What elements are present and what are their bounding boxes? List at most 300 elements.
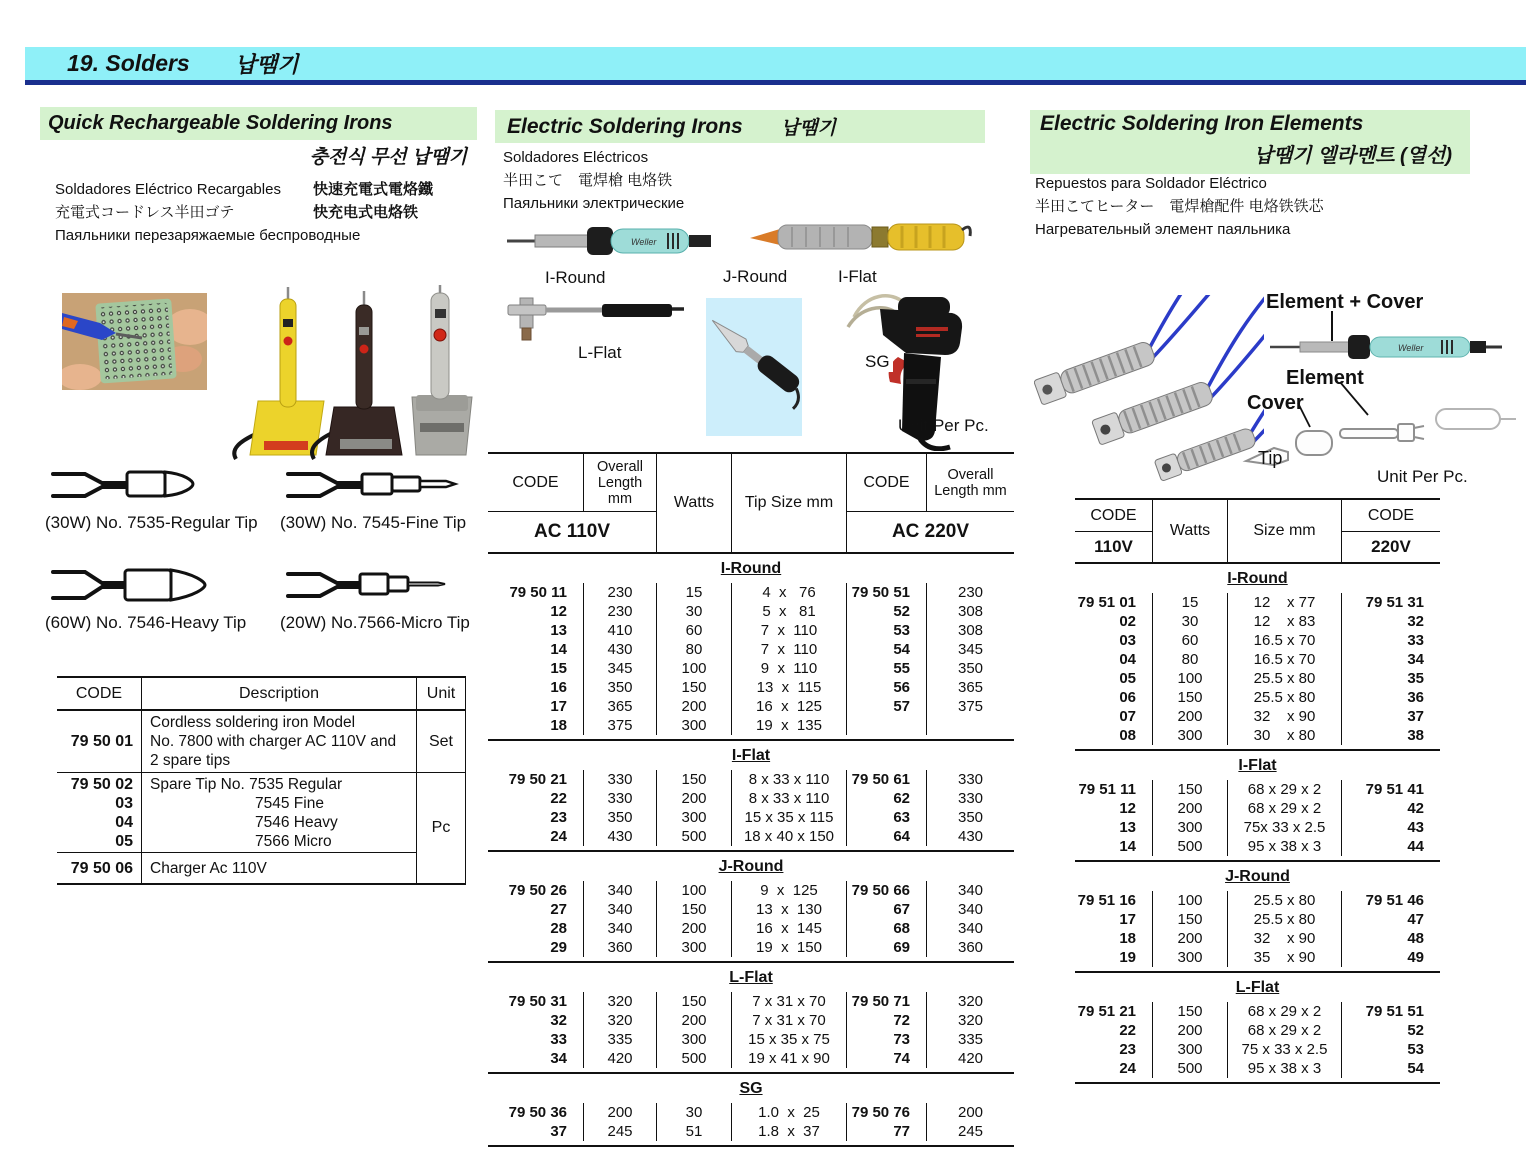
lang-ja-zh: 半田こて 電焊槍 电烙铁 — [503, 172, 673, 189]
table-cell: 375 — [957, 698, 984, 715]
table-cell: 79 51 16 — [1077, 892, 1136, 909]
table-cell: 100 — [681, 660, 707, 677]
rechargeable-code-table — [57, 676, 466, 885]
table-cell: 150 — [681, 901, 707, 918]
electric-languages — [503, 146, 684, 215]
section-title: I-Flat — [1238, 757, 1277, 774]
table-cell: 420 — [957, 1050, 984, 1067]
table-cell: 30 — [1181, 613, 1199, 630]
header-code-220: CODE — [1342, 500, 1440, 532]
section-rows — [488, 580, 1014, 741]
table-cell: 430 — [957, 828, 984, 845]
table-cell: 79 51 21 — [1077, 1003, 1136, 1020]
table-cell: 1.0 x 25 — [758, 1104, 820, 1121]
table-cell: 44 — [1407, 838, 1424, 855]
l-flat-iron-image — [506, 296, 686, 344]
electric-irons-table-sections — [488, 554, 1014, 1147]
code-line: 05 — [115, 833, 133, 850]
table-cell: 79 51 41 — [1365, 781, 1424, 798]
table-cell: 68 — [893, 920, 910, 937]
table-cell: 19 x 135 — [756, 717, 822, 734]
table-cell: 22 — [550, 790, 567, 807]
section-rows — [1075, 590, 1440, 751]
table-cell: 12 x 77 — [1253, 594, 1316, 611]
table-cell: 340 — [607, 920, 633, 937]
section-title-text: Electric Soldering Iron Elements — [1040, 112, 1364, 135]
table-cell: 12 — [1119, 800, 1136, 817]
table-cell-description — [142, 773, 417, 853]
table-cell: 13 x 115 — [756, 679, 822, 696]
table-cell: 02 — [1119, 613, 1136, 630]
j-round-iron-image — [748, 218, 974, 258]
table-cell: 16 x 145 — [756, 920, 822, 937]
table-cell: 230 — [607, 603, 633, 620]
table-cell: 13 — [1119, 819, 1136, 836]
page-title-korean: 납땜기 — [234, 52, 299, 77]
header-size: Size mm — [1228, 500, 1342, 562]
table-cell: 32 — [1407, 613, 1424, 630]
tip-figure-fine — [280, 462, 481, 562]
lang-zh-t: 快速充電式電烙鐵 — [313, 181, 434, 198]
page-title: 19. Solders — [67, 50, 190, 76]
table-cell: 25.5 x 80 — [1253, 670, 1316, 687]
table-cell: 16 — [550, 679, 567, 696]
section-rows — [488, 767, 1014, 852]
table-cell: 340 — [607, 882, 633, 899]
lang-es: Repuestos para Soldador Eléctrico — [1035, 175, 1267, 192]
table-cell: 335 — [957, 1031, 984, 1048]
section-subtitle-kr-rechargeable: 충전식 무선 납땜기 — [309, 147, 467, 168]
table-cell: 63 — [893, 809, 910, 826]
table-cell: 79 50 11 — [509, 584, 567, 601]
table-cell: 8 x 33 x 110 — [748, 790, 830, 807]
lang-ja: 充電式コードレス半田ゴテ — [55, 204, 235, 221]
table-cell: 320 — [957, 993, 984, 1010]
table-cell: 18 x 40 x 150 — [743, 828, 835, 845]
section-title: I-Round — [1227, 570, 1288, 587]
table-cell: 500 — [681, 828, 707, 845]
table-cell: 79 50 26 — [508, 882, 567, 899]
unit-per-pc-label: Unit Per Pc. — [898, 416, 989, 435]
table-cell: 17 — [1119, 911, 1136, 928]
tip-label: (30W) No. 7545-Fine Tip — [280, 513, 467, 532]
table-cell: 33 — [1407, 632, 1424, 649]
table-cell-description: Charger Ac 110V — [142, 853, 417, 883]
table-cell: 79 50 76 — [851, 1104, 910, 1121]
table-cell: 15 — [685, 584, 703, 601]
table-cell: 7 x 31 x 70 — [752, 1012, 826, 1029]
table-cell: 24 — [1119, 1060, 1136, 1077]
header-110v: 110V — [1075, 532, 1153, 562]
section-title-text: Electric Soldering Irons — [507, 114, 743, 138]
table-cell: 16.5 x 70 — [1253, 651, 1316, 668]
table-cell: 300 — [1177, 819, 1203, 836]
table-cell: 320 — [607, 993, 633, 1010]
header-220v: 220V — [1371, 537, 1411, 556]
table-cell: 17 — [550, 698, 567, 715]
table-cell: 79 51 46 — [1365, 892, 1424, 909]
table-cell: 79 50 71 — [851, 993, 910, 1010]
brand-text: Weller — [1398, 343, 1424, 353]
table-cell: 95 x 38 x 3 — [1247, 838, 1322, 855]
table-cell: 420 — [607, 1050, 633, 1067]
table-cell: 79 51 11 — [1078, 781, 1136, 798]
table-cell: 200 — [1177, 930, 1203, 947]
desc-line: 7566 Micro — [255, 833, 332, 850]
header-watts: Watts — [657, 454, 732, 552]
table-cell: 57 — [893, 698, 910, 715]
regular-tip-icon — [45, 462, 245, 508]
i-flat-label: I-Flat — [838, 267, 877, 286]
table-cell: 23 — [1119, 1041, 1136, 1058]
table-cell: 350 — [607, 679, 633, 696]
table-cell: 95 x 38 x 3 — [1247, 1060, 1322, 1077]
table-cell: 79 50 36 — [508, 1104, 567, 1121]
table-cell: 13 x 130 — [756, 901, 822, 918]
table-cell: 47 — [1407, 911, 1424, 928]
table-cell: 04 — [1119, 651, 1136, 668]
elements-table — [1075, 498, 1440, 1084]
table-cell: 53 — [893, 622, 910, 639]
table-cell: 200 — [681, 698, 707, 715]
table-cell: 360 — [957, 939, 984, 956]
table-cell: 75x 33 x 2.5 — [1243, 819, 1326, 836]
section-title: L-Flat — [1235, 979, 1280, 996]
unit-per-pc-label: Unit Per Pc. — [1377, 467, 1468, 486]
table-cell: 08 — [1119, 727, 1136, 744]
element-cover-label: Element + Cover — [1266, 291, 1424, 313]
section-rows — [1075, 777, 1440, 862]
section-rows — [488, 878, 1014, 963]
table-cell: 15 — [550, 660, 567, 677]
table-cell: 200 — [1177, 1022, 1203, 1039]
header-tip-size: Tip Size mm — [732, 454, 847, 552]
table-cell: 03 — [1119, 632, 1136, 649]
table-cell-description — [142, 711, 417, 773]
table-cell: 350 — [957, 660, 984, 677]
table-cell: 28 — [550, 920, 567, 937]
table-cell: 430 — [607, 641, 633, 658]
table-cell: 05 — [1119, 670, 1136, 687]
section-rows — [1075, 888, 1440, 973]
table-cell: 300 — [1177, 949, 1203, 966]
table-cell: 79 50 31 — [508, 993, 567, 1010]
table-cell: 1.8 x 37 — [758, 1123, 820, 1140]
table-cell: 16 x 125 — [756, 698, 822, 715]
table-cell: 74 — [893, 1050, 910, 1067]
table-cell: 79 50 21 — [508, 771, 567, 788]
section-title-elements — [1030, 110, 1470, 174]
table-cell: 7 x 110 — [760, 641, 818, 658]
table-cell: 34 — [550, 1050, 567, 1067]
table-cell: 200 — [681, 1012, 707, 1029]
table-cell: 300 — [681, 717, 707, 734]
table-cell: 79 50 66 — [851, 882, 910, 899]
table-cell: 73 — [893, 1031, 910, 1048]
brand-text: Weller — [631, 237, 657, 247]
table-cell: 150 — [1177, 689, 1203, 706]
table-cell: 500 — [1177, 838, 1203, 855]
table-cell: 30 — [685, 603, 703, 620]
lang-ru: Нагревательный элемент паяльника — [1035, 221, 1291, 238]
table-cell: 52 — [1407, 1022, 1424, 1039]
table-cell-code — [57, 773, 142, 853]
table-cell: 14 — [1119, 838, 1136, 855]
section-title: I-Flat — [731, 747, 771, 764]
table-cell: 79 51 31 — [1365, 594, 1424, 611]
tip-label: (30W) No. 7535-Regular Tip — [45, 513, 258, 532]
desc-line: 7546 Heavy — [255, 814, 338, 831]
table-cell: 32 x 90 — [1253, 708, 1316, 725]
table-cell — [847, 716, 926, 735]
angled-iron-image — [706, 298, 802, 436]
table-header — [1075, 498, 1440, 564]
table-cell: 48 — [1407, 930, 1424, 947]
table-cell: 43 — [1407, 819, 1424, 836]
header-watts: Watts — [1153, 500, 1228, 562]
element-label: Element — [1286, 367, 1364, 389]
table-cell: 80 — [1181, 651, 1199, 668]
table-cell: 56 — [893, 679, 910, 696]
table-cell: 37 — [1407, 708, 1424, 725]
table-cell: 34 — [1407, 651, 1424, 668]
table-cell: 330 — [957, 771, 984, 788]
section-rows — [488, 989, 1014, 1074]
table-cell: 345 — [607, 660, 633, 677]
table-cell: 150 — [1177, 911, 1203, 928]
table-cell: 79 51 01 — [1077, 594, 1136, 611]
heavy-tip-icon — [45, 562, 245, 608]
table-cell: 68 x 29 x 2 — [1247, 800, 1322, 817]
table-cell: 7 x 31 x 70 — [752, 993, 826, 1010]
lang-es: Soldadores Eléctrico Recargables — [55, 181, 281, 198]
table-cell: 32 x 90 — [1253, 930, 1316, 947]
table-cell-code: 79 50 01 — [57, 711, 142, 773]
table-cell: 150 — [681, 993, 707, 1010]
elements-languages — [1035, 172, 1324, 241]
table-cell: 230 — [957, 584, 984, 601]
j-round-label: J-Round — [723, 267, 788, 286]
table-cell: 37 — [550, 1123, 567, 1140]
table-cell: 32 — [550, 1012, 567, 1029]
table-cell: 200 — [1177, 708, 1203, 725]
table-cell: 350 — [607, 809, 633, 826]
l-flat-label: L-Flat — [578, 343, 622, 362]
table-cell: 375 — [607, 717, 633, 734]
table-cell: 365 — [957, 679, 984, 696]
cover-label: Cover — [1247, 392, 1304, 414]
electric-irons-table — [488, 452, 1014, 1147]
table-cell: 100 — [1177, 670, 1203, 687]
table-cell: 245 — [607, 1123, 633, 1140]
table-cell: 200 — [1177, 800, 1203, 817]
table-cell: 300 — [681, 809, 707, 826]
header-overall-length-110: Overall Length mm — [584, 454, 657, 512]
code-line: 03 — [115, 795, 133, 812]
table-cell: 340 — [957, 882, 984, 899]
code-line: 79 50 02 — [70, 776, 133, 793]
table-cell: 53 — [1407, 1041, 1424, 1058]
table-cell: 9 x 110 — [760, 660, 818, 677]
section-title: SG — [739, 1080, 763, 1097]
table-cell: 30 x 80 — [1253, 727, 1316, 744]
header-code-110: CODE — [1075, 500, 1153, 532]
header-ac220: AC 220V — [891, 521, 970, 542]
table-cell: 14 — [550, 641, 567, 658]
section-rows — [1075, 999, 1440, 1084]
lang-ja-zh: 半田こてヒーター 電焊槍配件 电烙铁铁芯 — [1035, 198, 1324, 215]
column-header-code: CODE — [57, 678, 142, 711]
table-cell: 42 — [1407, 800, 1424, 817]
table-cell: 12 x 83 — [1253, 613, 1316, 630]
table-cell: 300 — [681, 1031, 707, 1048]
table-cell — [927, 716, 1014, 735]
table-cell: 230 — [607, 584, 633, 601]
micro-tip-icon — [280, 562, 480, 608]
table-cell: 38 — [1407, 727, 1424, 744]
table-cell: 150 — [681, 679, 707, 696]
i-round-label: I-Round — [545, 268, 606, 287]
page-header-bar — [25, 47, 1526, 85]
table-cell: 69 — [893, 939, 910, 956]
table-cell: 430 — [607, 828, 633, 845]
section-title: J-Round — [718, 858, 784, 875]
table-cell: 150 — [1177, 1003, 1203, 1020]
table-cell: 330 — [607, 790, 633, 807]
column-header-description: Description — [142, 678, 417, 711]
column-header-unit: Unit — [417, 678, 465, 711]
table-cell: 8 x 33 x 110 — [748, 771, 830, 788]
table-cell: 64 — [893, 828, 910, 845]
table-cell: 350 — [957, 809, 984, 826]
table-cell: 60 — [685, 622, 703, 639]
i-round-iron-image — [505, 220, 715, 262]
elements-table-sections — [1075, 564, 1440, 1084]
table-cell: 335 — [607, 1031, 633, 1048]
table-cell: 360 — [607, 939, 633, 956]
table-cell: 200 — [681, 790, 707, 807]
table-cell: 5 x 81 — [762, 603, 816, 620]
table-cell: 13 — [550, 622, 567, 639]
table-cell: 15 x 35 x 115 — [744, 809, 834, 826]
desc-line: 2 spare tips — [150, 752, 231, 769]
table-cell: 62 — [893, 790, 910, 807]
table-cell: 07 — [1119, 708, 1136, 725]
table-cell: 308 — [957, 603, 984, 620]
table-cell: 330 — [957, 790, 984, 807]
table-cell: 67 — [893, 901, 910, 918]
section-title-rechargeable: Quick Rechargeable Soldering Irons — [40, 107, 477, 140]
table-cell: 19 x 150 — [756, 939, 822, 956]
table-cell: 500 — [1177, 1060, 1203, 1077]
table-cell-code: 79 50 06 — [57, 853, 142, 883]
table-cell: 27 — [550, 901, 567, 918]
table-cell: 79 51 51 — [1365, 1003, 1424, 1020]
table-cell: 25.5 x 80 — [1253, 689, 1316, 706]
table-cell: 22 — [1119, 1022, 1136, 1039]
lang-es: Soldadores Eléctricos — [503, 149, 649, 166]
desc-line: Cordless soldering iron Model — [150, 714, 356, 731]
table-cell: 16.5 x 70 — [1253, 632, 1316, 649]
section-title: I-Round — [720, 560, 782, 577]
section-title: J-Round — [1225, 868, 1290, 885]
tip-figure-micro — [280, 562, 481, 662]
table-header — [488, 452, 1014, 554]
table-cell: 300 — [681, 939, 707, 956]
table-cell: 75 x 33 x 2.5 — [1241, 1041, 1328, 1058]
table-cell: 60 — [1181, 632, 1199, 649]
header-overall-length-220: Overall Length mm — [934, 467, 1007, 499]
table-cell: 06 — [1119, 689, 1136, 706]
lang-line — [55, 201, 475, 224]
table-cell: 18 — [550, 717, 567, 734]
table-cell: 52 — [893, 603, 910, 620]
table-cell: 25.5 x 80 — [1253, 892, 1316, 909]
section-title-kr: 납땜기 — [780, 118, 836, 139]
table-cell: 77 — [893, 1123, 910, 1140]
table-cell-unit: Pc — [431, 819, 451, 836]
rechargeable-languages — [55, 178, 475, 247]
table-cell: 200 — [681, 920, 707, 937]
lang-zh-s: 快充电式电烙铁 — [313, 204, 419, 221]
table-cell: 320 — [957, 1012, 984, 1029]
table-cell: 340 — [607, 901, 633, 918]
section-title-electric-irons — [495, 110, 985, 143]
table-cell: 100 — [681, 882, 707, 899]
tip-label: (60W) No. 7546-Heavy Tip — [45, 613, 247, 632]
table-cell: 4 x 76 — [762, 584, 816, 601]
section-title-kr: 납땜기 엘라멘트 (열선) — [1253, 145, 1452, 167]
table-cell: 29 — [550, 939, 567, 956]
table-cell: 49 — [1407, 949, 1424, 966]
spare-tips-figures — [45, 462, 481, 662]
table-cell: 200 — [607, 1104, 633, 1121]
desc-line: 7545 Fine — [255, 795, 324, 812]
table-cell: 35 x 90 — [1253, 949, 1316, 966]
table-cell: 100 — [1177, 892, 1203, 909]
table-cell: 68 x 29 x 2 — [1247, 1022, 1322, 1039]
table-cell: 33 — [550, 1031, 567, 1048]
table-cell: 36 — [1407, 689, 1424, 706]
table-cell: 410 — [607, 622, 633, 639]
table-cell: 500 — [681, 1050, 707, 1067]
soldering-photo-image — [62, 293, 207, 390]
table-cell: 200 — [957, 1104, 984, 1121]
table-cell: 19 — [1119, 949, 1136, 966]
table-cell: 308 — [957, 622, 984, 639]
table-cell: 80 — [685, 641, 703, 658]
heating-elements-image — [1034, 295, 1264, 490]
table-cell: 18 — [1119, 930, 1136, 947]
table-cell: 7 x 110 — [760, 622, 818, 639]
header-code-110: CODE — [488, 454, 584, 512]
table-cell: 24 — [550, 828, 567, 845]
section-title: L-Flat — [729, 969, 773, 986]
desc-line: No. 7800 with charger AC 110V and — [150, 733, 397, 750]
table-cell: 35 — [1407, 670, 1424, 687]
section-rows — [488, 1100, 1014, 1147]
table-cell: 345 — [957, 641, 984, 658]
lang-ru: Паяльники электрические — [503, 195, 685, 212]
code-line: 04 — [115, 814, 133, 831]
element-diagram-image — [1240, 285, 1526, 495]
table-cell: 365 — [607, 698, 633, 715]
header-ac110: AC 110V — [488, 512, 657, 552]
table-cell: 54 — [1407, 1060, 1424, 1077]
table-cell: 245 — [957, 1123, 984, 1140]
table-cell: 300 — [1177, 1041, 1203, 1058]
lang-ru: Паяльники перезаряжаемые беспроводные — [55, 227, 361, 244]
